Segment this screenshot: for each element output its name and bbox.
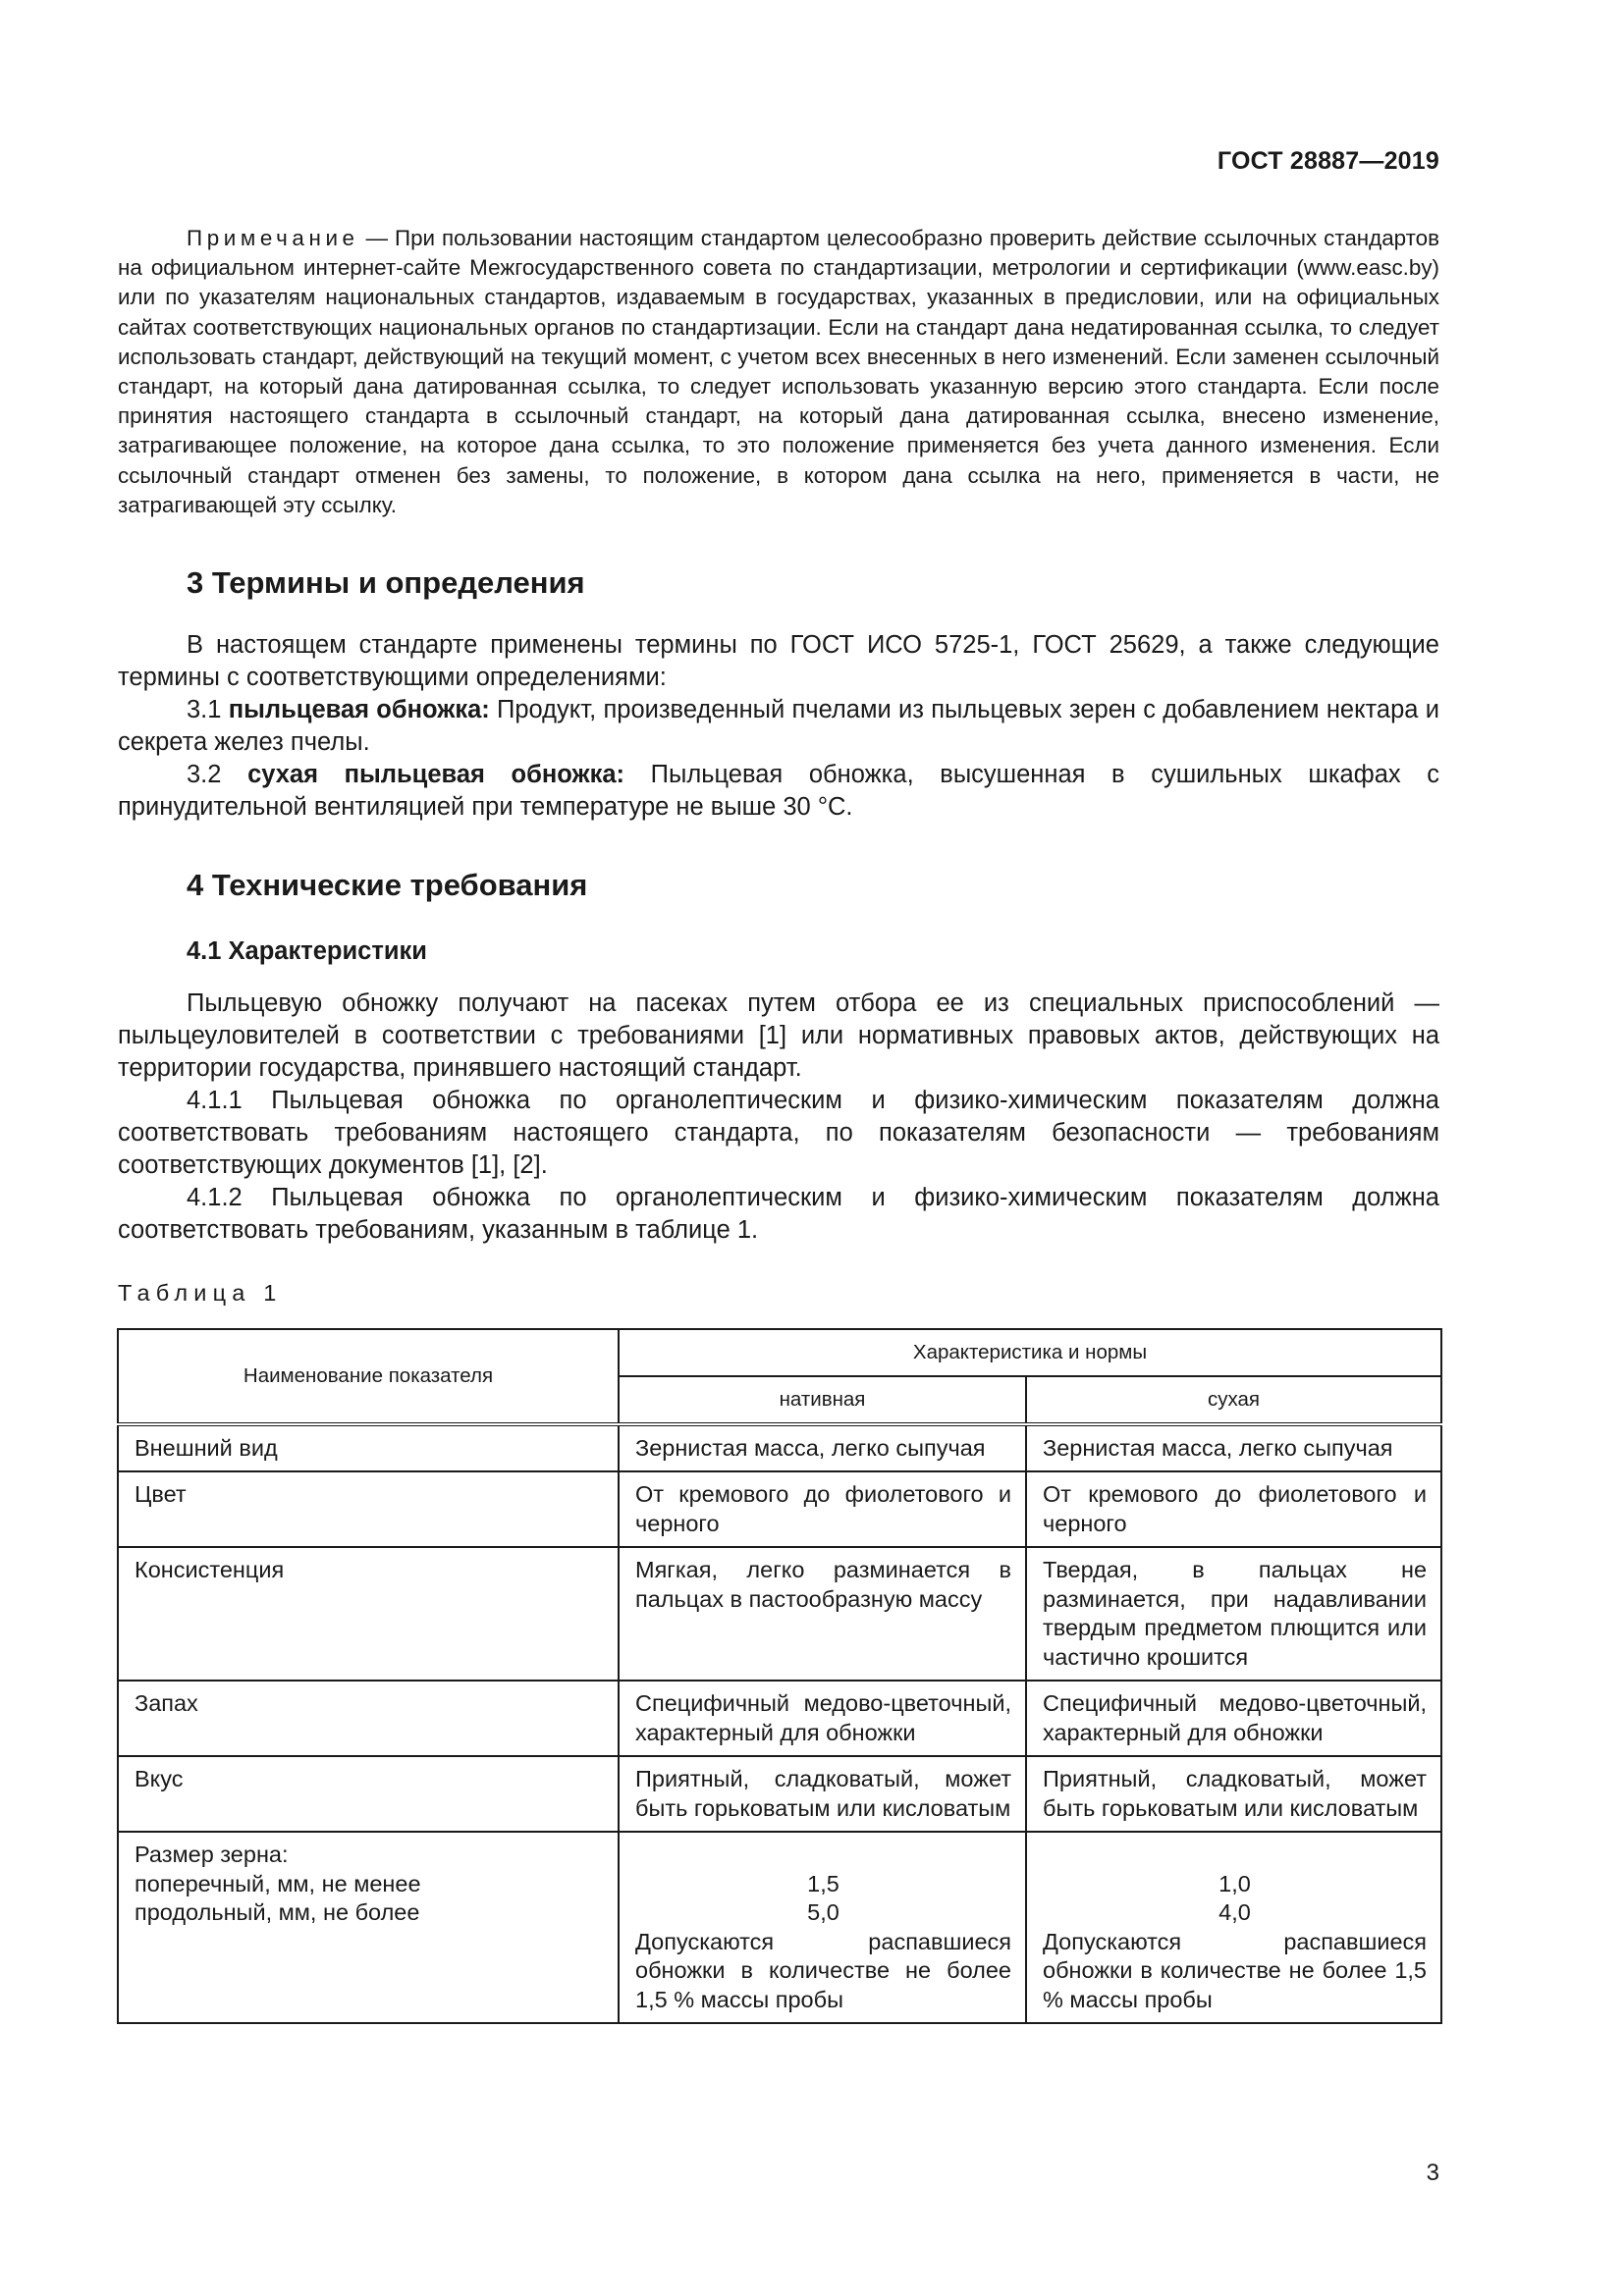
dry-cross-value: 1,0 — [1218, 1870, 1251, 1896]
header-characteristics-group: Характеристика и нормы — [619, 1329, 1441, 1376]
table-row — [118, 1547, 1441, 1681]
cell-native — [619, 1832, 1026, 2023]
table-row — [118, 1424, 1441, 1472]
table-row — [118, 1681, 1441, 1756]
grain-long-label: продольный, мм, не более — [135, 1899, 420, 1925]
section-4-paragraph-1: Пыльцевую обножку получают на пасеках путем отбора ее из специальных приспособлений — пыльцеуловителей в соответствии с требованиями [1] или нормативных правовых актов, действующих на территории государства, принявшего настоящий стандарт. — [118, 989, 1439, 1082]
term-name: сухая пыльцевая обножка: — [247, 761, 625, 788]
cell-native: Специфичный медово-цветочный, характерный для обножки — [619, 1681, 1026, 1756]
cell-dry — [1026, 1832, 1441, 2023]
cell-native: От кремового до фиолетового и черного — [619, 1471, 1026, 1547]
table-row-grain-size — [118, 1832, 1441, 2023]
cell-indicator: Внешний вид — [118, 1424, 619, 1472]
native-cross-value: 1,5 — [807, 1870, 839, 1896]
cell-dry: Зернистая масса, легко сыпучая — [1026, 1424, 1441, 1472]
term-definition: Пыльцевая обножка, высушенная в сушильных шкафах с принудительной вентиляцией при температуре не выше 30 °С. — [118, 761, 1439, 821]
cell-dry: Твердая, в пальцах не разминается, при надавливании твердым предметом плющится или частично крошится — [1026, 1547, 1441, 1681]
table-row — [118, 1756, 1441, 1832]
characteristics-table — [117, 1328, 1442, 2024]
page-number: 3 — [1426, 2160, 1439, 2186]
table-caption: Таблица 1 — [118, 1280, 283, 1306]
section-3-intro: В настоящем стандарте применены термины по ГОСТ ИСО 5725-1, ГОСТ 25629, а также следующие термины с соответствующими определениями: — [118, 631, 1439, 691]
section-4-title: 4 Технические требования — [187, 868, 588, 902]
section-3-title: 3 Термины и определения — [187, 565, 585, 600]
term-number: 3.1 — [187, 696, 222, 723]
term-3-1 — [118, 694, 1439, 759]
table-header-row — [118, 1329, 1441, 1376]
native-long-value: 5,0 — [807, 1899, 839, 1925]
cell-indicator: Вкус — [118, 1756, 619, 1832]
dry-note: Допускаются распавшиеся обножки в количестве не более 1,5 % массы пробы — [1043, 1928, 1428, 2012]
cell-indicator: Цвет — [118, 1471, 619, 1547]
header-native: нативная — [619, 1376, 1026, 1424]
cell-dry: От кремового до фиолетового и черного — [1026, 1471, 1441, 1547]
cell-native: Зернистая масса, легко сыпучая — [619, 1424, 1026, 1472]
reference-note — [118, 224, 1439, 520]
grain-size-label: Размер зерна: — [135, 1842, 289, 1867]
term-definition: Продукт, произведенный пчелами из пыльцевых зерен с добавлением нектара и секрета желез пчелы. — [118, 696, 1439, 756]
header-indicator-name: Наименование показателя — [118, 1329, 619, 1424]
subsection-4-1-title: 4.1 Характеристики — [187, 937, 427, 965]
cell-dry: Приятный, сладковатый, может быть горьковатым или кисловатым — [1026, 1756, 1441, 1832]
spacer — [635, 1841, 1011, 1870]
cell-native: Приятный, сладковатый, может быть горьковатым или кисловатым — [619, 1756, 1026, 1832]
cell-dry: Специфичный медово-цветочный, характерный для обножки — [1026, 1681, 1441, 1756]
note-label: Примечание — [187, 226, 359, 250]
term-number: 3.2 — [187, 761, 222, 788]
cell-indicator: Консистенция — [118, 1547, 619, 1681]
section-4-paragraph-3: 4.1.2 Пыльцевая обножка по органолептическим и физико-химическим показателям должна соответствовать требованиям, указанным в таблице 1. — [118, 1184, 1439, 1244]
cell-indicator: Запах — [118, 1681, 619, 1756]
term-3-2 — [118, 759, 1439, 824]
dry-long-value: 4,0 — [1218, 1899, 1251, 1925]
document-code: ГОСТ 28887—2019 — [1217, 147, 1439, 175]
grain-cross-label: поперечный, мм, не менее — [135, 1870, 421, 1896]
native-note: Допускаются распавшиеся обножки в количестве не более 1,5 % массы пробы — [635, 1928, 1011, 2012]
table-row — [118, 1471, 1441, 1547]
term-name: пыльцевая обножка: — [228, 696, 490, 723]
spacer — [1043, 1841, 1427, 1870]
section-4-paragraph-2: 4.1.1 Пыльцевая обножка по органолептическим и физико-химическим показателям должна соответствовать требованиям настоящего стандарта, по показателям безопасности — требованиям соответствующих документов [1], [2]. — [118, 1087, 1439, 1179]
cell-native: Мягкая, легко разминается в пальцах в пастообразную массу — [619, 1547, 1026, 1681]
header-dry: сухая — [1026, 1376, 1441, 1424]
cell-indicator — [118, 1832, 619, 2023]
note-text: — При пользовании настоящим стандартом целесообразно проверить действие ссылочных стандартов на официальном интернет-сайте Межгосударственного совета по стандартизации, метрологии и сертификации (www.easc.by) или по указателям национальных стандартов, издаваемым в государствах, указанных в предисловии, или на официальных сайтах соответствующих национальных органов по стандартизации. Если на стандарт дана недатированная ссылка, то следует использовать стандарт, действующий на текущий момент, с учетом всех внесенных в него изменений. Если заменен ссылочный стандарт, на который дана датированная ссылка, то следует использовать указанную версию этого стандарта. Если после принятия настоящего стандарта в ссылочный стандарт, на который дана датированная ссылка, внесено изменение, затрагивающее положение, на которое дана ссылка, то это положение применяется без учета данного изменения. Если ссылочный стандарт отменен без замены, то положение, в котором дана ссылка на него, применяется в части, не затрагивающей эту ссылку. — [118, 226, 1439, 517]
